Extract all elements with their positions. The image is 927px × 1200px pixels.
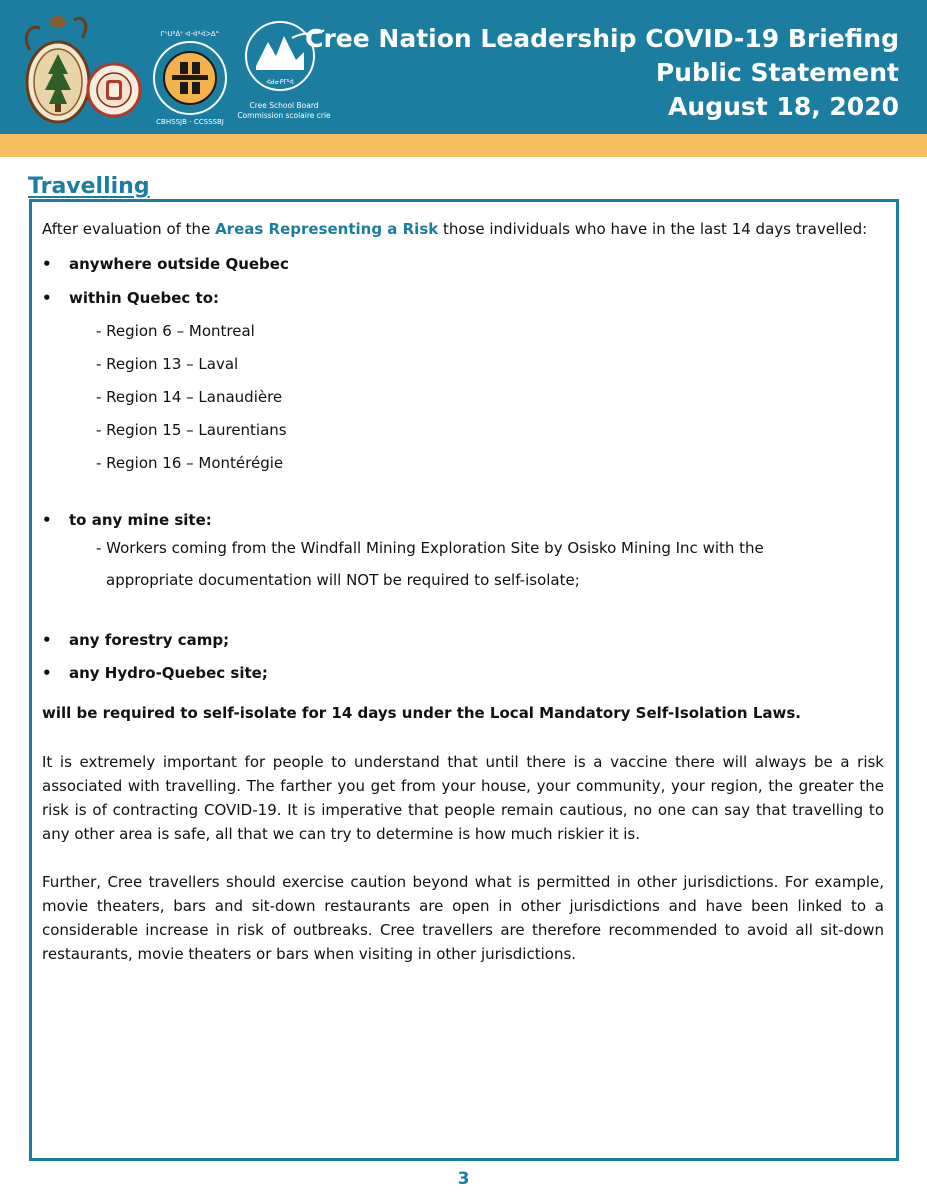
- section-title: Travelling: [28, 174, 150, 199]
- mine-site-exception: - Workers coming from the Windfall Mining Exploration Site by Osisko Mining Inc with the appropriate documentation will NOT be required to self-isolate;: [96, 539, 764, 589]
- bullet-hydro-quebec: • any Hydro-Quebec site;: [42, 662, 884, 684]
- organization-logos: [22, 8, 342, 132]
- content-body: [42, 218, 884, 966]
- paragraph-caution: Further, Cree travellers should exercise caution beyond what is permitted in other jurisdictions. For example, movie theaters, bars and sit-down restaurants are open in other jurisdictions and have been linked to a considerable increase in risk of outbreaks. Cree travellers are therefore recommended to avoid all sit-down restaurants, movie theaters or bars when visiting in other jurisdictions.: [42, 873, 884, 963]
- bullet-within-quebec: • within Quebec to:: [42, 287, 884, 309]
- region-item: - Region 15 – Laurentians: [96, 421, 287, 439]
- svg-text:ᒋᔅᑌᐦᐄᐤ ᐊᐧᐋᐦᐋᐳᐃᓐ: ᒋᔅᑌᐦᐄᐤ ᐊᐧᐋᐦᐋᐳᐃᓐ: [160, 30, 220, 38]
- region-list: [42, 320, 884, 474]
- travel-list: [42, 253, 884, 309]
- header-bar: [0, 0, 927, 134]
- region-item: - Region 13 – Laval: [96, 355, 239, 373]
- bullet-outside-quebec: • anywhere outside Quebec: [42, 253, 884, 275]
- paragraph-risk: It is extremely important for people to understand that until there is a vaccine there will always be a risk associated with travelling. The farther you get from your house, your community, your region, the greater the risk is of contracting COVID-19. It is imperative that people remain cautious, no one can say that travelling to any other area is safe, all that we can try to determine is how much riskier it is.: [42, 753, 884, 843]
- region-item: - Region 16 – Montérégie: [96, 454, 284, 472]
- self-isolation-requirement: will be required to self-isolate for 14 days under the Local Mandatory Self-Isolation Laws.: [42, 704, 802, 722]
- intro-sentence: After evaluation of the Areas Representing a Risk those individuals who have in the last 14 days travelled:: [42, 220, 868, 238]
- cree-nation-logo: [26, 16, 89, 122]
- svg-text:ᐋᑯᓂᑭᒥᐦᐋ: ᐋᑯᓂᑭᒥᐦᐋ: [266, 79, 294, 86]
- page-number: 3: [457, 1169, 470, 1189]
- gold-band: [0, 134, 927, 157]
- region-item: - Region 6 – Montreal: [96, 322, 255, 340]
- briefing-title: [305, 22, 899, 124]
- title-line-1: Cree Nation Leadership COVID-19 Briefing: [305, 24, 899, 53]
- svg-text:Commission scolaire crie: Commission scolaire crie: [237, 111, 331, 120]
- title-line-2: Public Statement: [655, 58, 899, 87]
- risk-areas-link: Areas Representing a Risk: [215, 220, 439, 238]
- bullet-forestry-camp: • any forestry camp;: [42, 629, 884, 651]
- title-line-3: August 18, 2020: [668, 92, 899, 121]
- bullet-mine-site: • to any mine site:: [42, 509, 884, 531]
- svg-text:CBHSSJB - CCSSSBJ: CBHSSJB - CCSSSBJ: [156, 118, 224, 126]
- region-item: - Region 14 – Lanaudière: [96, 388, 283, 406]
- svg-text:Cree School Board: Cree School Board: [249, 101, 319, 110]
- drum-logo: [88, 64, 140, 116]
- cbhssjb-logo: [154, 30, 226, 126]
